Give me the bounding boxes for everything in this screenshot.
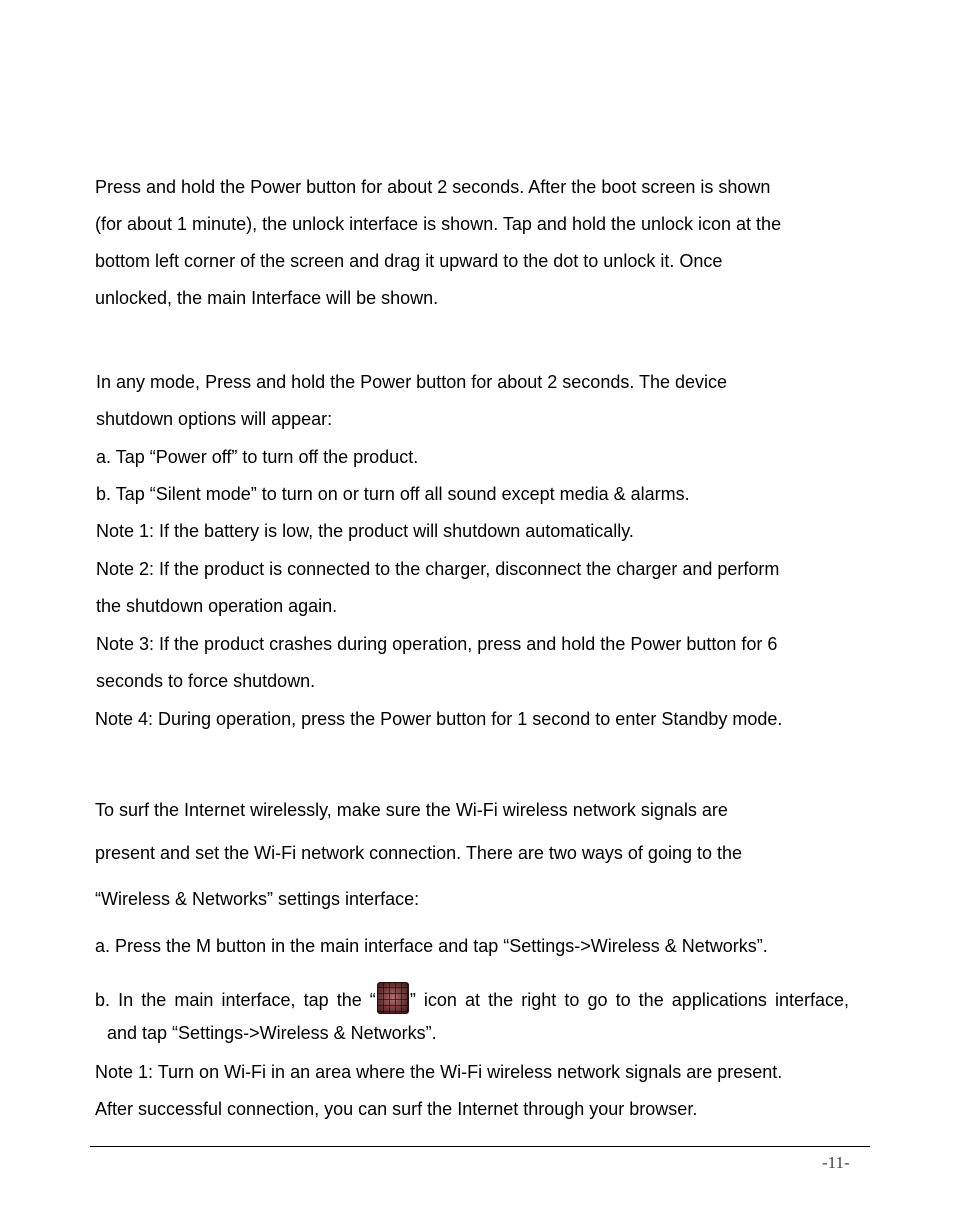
- note-line: Note 4: During operation, press the Power button for 1 second to enter Standby mode.: [95, 709, 783, 729]
- note-line: Note 1: Turn on Wi-Fi in an area where the Wi-Fi wireless network signals are present.: [95, 1062, 783, 1082]
- option-line: and tap “Settings->Wireless & Networks”.: [107, 1023, 437, 1043]
- option-line-with-icon: [95, 982, 849, 1014]
- paragraph-line: “Wireless & Networks” settings interface:: [95, 889, 420, 909]
- paragraph-line: To surf the Internet wirelessly, make sure the Wi-Fi wireless network signals are: [95, 800, 728, 820]
- note-line: Note 3: If the product crashes during operation, press and hold the Power button for 6: [96, 634, 778, 654]
- paragraph-line: (for about 1 minute), the unlock interface is shown. Tap and hold the unlock icon at the: [95, 214, 782, 234]
- option-text-after-icon: ” icon at the right to go to the applications interface,: [409, 990, 849, 1010]
- option-text-before-icon: b. In the main interface, tap the “: [95, 990, 376, 1010]
- note-line: After successful connection, you can surf the Internet through your browser.: [95, 1099, 698, 1119]
- option-line: a. Tap “Power off” to turn off the product.: [96, 447, 419, 467]
- note-line: the shutdown operation again.: [96, 596, 338, 616]
- paragraph-line: shutdown options will appear:: [96, 409, 333, 429]
- footer-divider: [90, 1146, 870, 1147]
- paragraph-line: present and set the Wi-Fi network connection. There are two ways of going to the: [95, 843, 743, 863]
- note-line: Note 2: If the product is connected to the charger, disconnect the charger and perform: [96, 559, 780, 579]
- option-line: b. Tap “Silent mode” to turn on or turn off all sound except media & alarms.: [96, 484, 690, 504]
- applications-grid-icon: [377, 982, 409, 1014]
- paragraph-line: bottom left corner of the screen and drag it upward to the dot to unlock it. Once: [95, 251, 723, 271]
- option-line: a. Press the M button in the main interface and tap “Settings->Wireless & Networks”.: [95, 936, 768, 956]
- note-line: seconds to force shutdown.: [96, 671, 316, 691]
- paragraph-line: In any mode, Press and hold the Power button for about 2 seconds. The device: [96, 372, 728, 392]
- paragraph-line: unlocked, the main Interface will be shown.: [95, 288, 439, 308]
- paragraph-line: Press and hold the Power button for about 2 seconds. After the boot screen is shown: [95, 177, 771, 197]
- note-line: Note 1: If the battery is low, the product will shutdown automatically.: [96, 521, 634, 541]
- page-number: -11-: [822, 1153, 850, 1172]
